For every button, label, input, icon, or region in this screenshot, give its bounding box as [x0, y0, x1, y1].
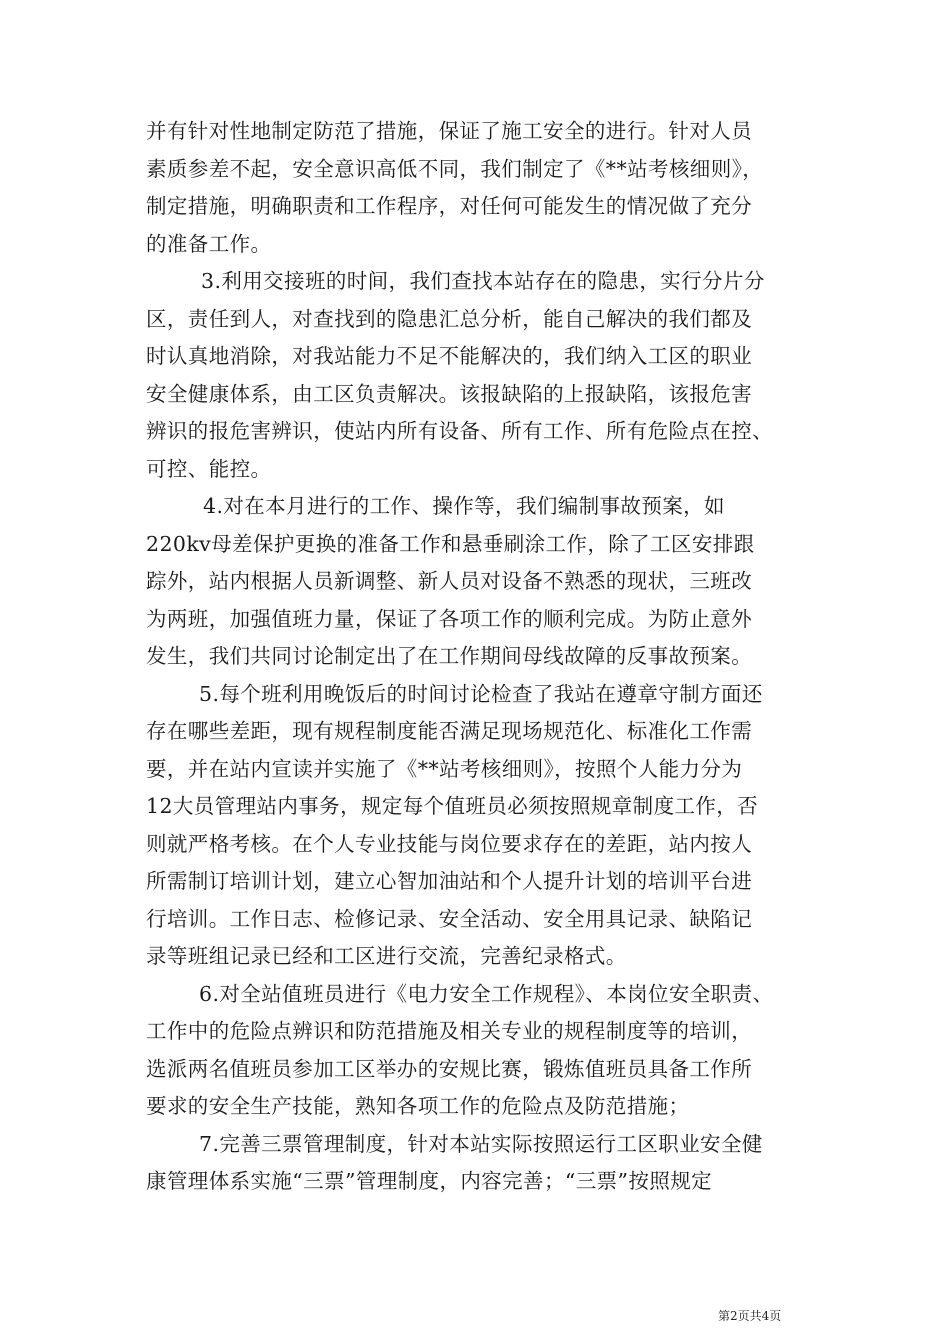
- text-line: 行培训。工作日志、检修记录、安全活动、安全用具记录、缺陷记: [146, 906, 753, 931]
- text-line: 则就严格考核。在个人专业技能与岗位要求存在的差距，站内按人: [146, 831, 753, 856]
- text-line: 安全健康体系，由工区负责解决。该报缺陷的上报缺陷，该报危害: [146, 381, 753, 406]
- text-line: 录等班组记录已经和工区进行交流，完善纪录格式。: [146, 944, 627, 968]
- text-line: 要求的安全生产技能，熟知各项工作的危险点及防范措施；: [146, 1094, 690, 1118]
- text-line: 辨识的报危害辨识，使站内所有设备、所有工作、所有危险点在控、: [146, 419, 773, 443]
- text-line: 素质参差不起，安全意识高低不同，我们制定了《**站考核细则》，: [146, 156, 764, 181]
- text-line: 区，责任到人，对查找到的隐患汇总分析，能自己解决的我们都及: [146, 306, 753, 331]
- paragraph-start-7: 7.完善三票管理制度，针对本站实际按照运行工区职业安全健: [199, 1131, 763, 1156]
- text-line: 存在哪些差距，现有规程制度能否满足现场规范化、标准化工作需: [146, 719, 753, 743]
- text-line: 时认真地消除，对我站能力不足不能解决的，我们纳入工区的职业: [146, 344, 753, 368]
- page-number-footer: 第2页共4页: [718, 1309, 782, 1323]
- text-line: 要，并在站内宣读并实施了《**站考核细则》，按照个人能力分为: [146, 756, 743, 781]
- body-text: [146, 113, 810, 1201]
- text-line: 并有针对性地制定防范了措施，保证了施工安全的进行。针对人员: [146, 119, 753, 143]
- text-line: 踪外，站内根据人员新调整、新人员对设备不熟悉的现状，三班改: [146, 569, 753, 593]
- text-line: 制定措施，明确职责和工作程序，对任何可能发生的情况做了充分: [146, 194, 753, 218]
- paragraph-start-4: 4.对在本月进行的工作、操作等，我们编制事故预案，如: [203, 494, 725, 518]
- text-line: 工作中的危险点辨识和防范措施及相关专业的规程制度等的培训，: [146, 1019, 753, 1043]
- paragraph-start-3: 3.利用交接班的时间，我们查找本站存在的隐患，实行分片分: [201, 269, 765, 293]
- text-line: 220kv母差保护更换的准备工作和悬垂刷涂工作，除了工区安排跟: [146, 531, 755, 556]
- text-line: 12大员管理站内事务，规定每个值班员必须按照规章制度工作，否: [146, 794, 759, 818]
- text-line: 为两班，加强值班力量，保证了各项工作的顺利完成。为防止意外: [146, 606, 753, 631]
- text-line: 康管理体系实施“三票”管理制度，内容完善；“三票”按照规定: [146, 1169, 713, 1193]
- text-line: 的准备工作。: [146, 231, 272, 256]
- paragraph-start-6: 6.对全站值班员进行《电力安全工作规程》、本岗位安全职责、: [199, 981, 774, 1006]
- text-line: 选派两名值班员参加工区举办的安规比赛，锻炼值班员具备工作所: [146, 1056, 753, 1081]
- text-line: 可控、能控。: [146, 456, 272, 481]
- text-line: 发生，我们共同讨论制定出了在工作期间母线故障的反事故预案。: [146, 644, 753, 668]
- text-line: 所需制订培训计划，建立心智加油站和个人提升计划的培训平台进: [146, 869, 753, 893]
- paragraph-start-5: 5.每个班利用晚饭后的时间讨论检查了我站在遵章守制方面还: [199, 681, 763, 706]
